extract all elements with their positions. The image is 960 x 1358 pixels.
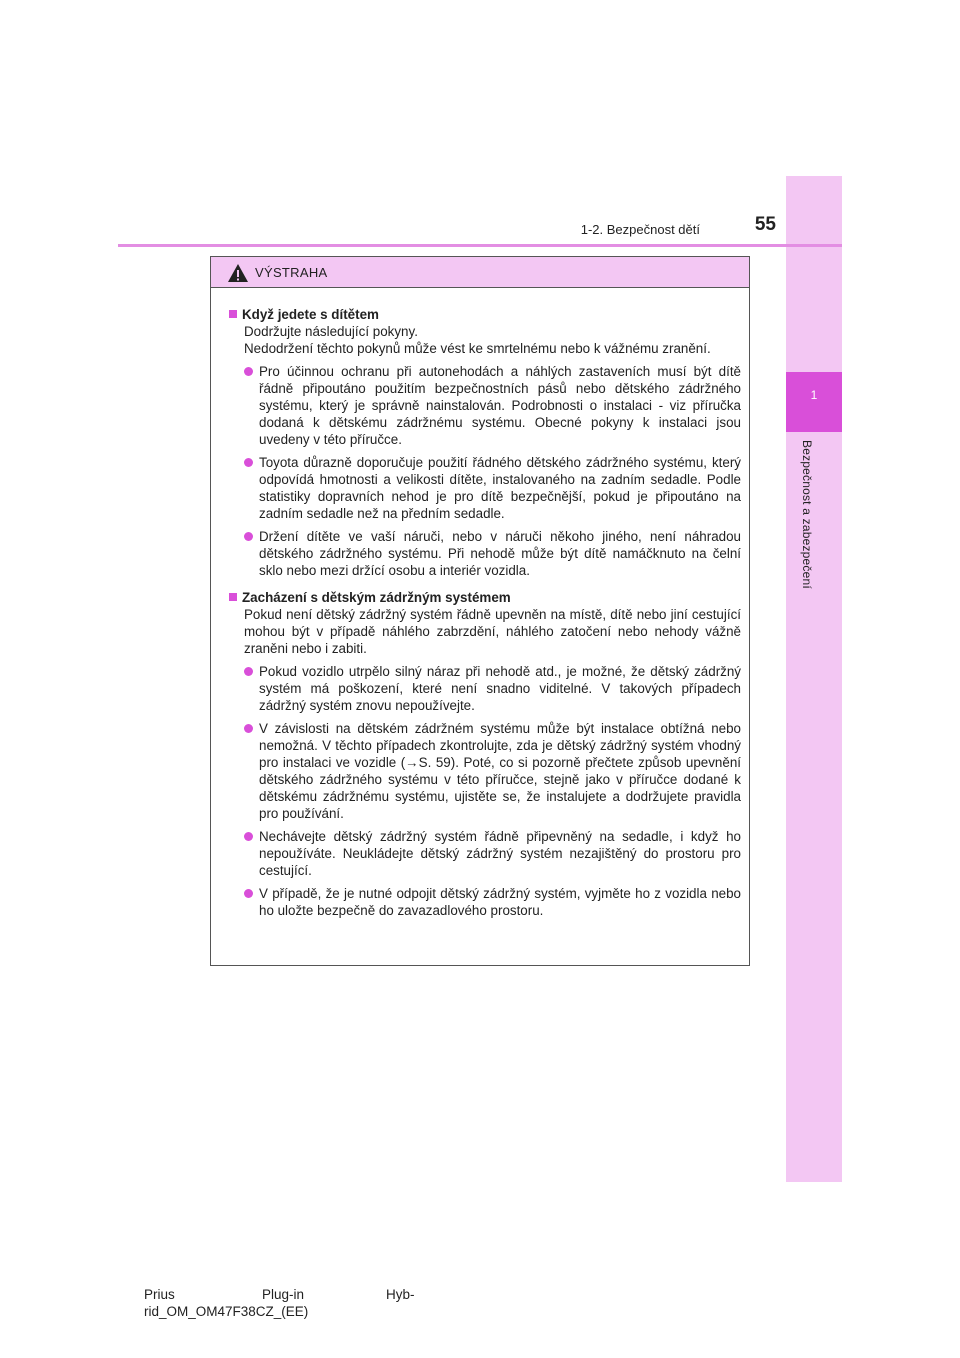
- warning-body: [211, 288, 749, 919]
- section-intro: Pokud není dětský zádržný systém řádně upevněn na místě, dítě nebo jiní cestující mohou být v případě náhlého zabrzdění, náhlého zatočení nebo nehody vážně zraněni nebo i zabiti.: [244, 607, 741, 656]
- circle-bullet-icon: [244, 532, 253, 541]
- list-item: Držení dítěte ve vaší náruči, nebo v náruči někoho jiného, není náhradou dětského zádržného systému. Při nehodě může být dítě namáčknuto na čelní sklo nebo mezi držící osobu a interiér vozidla.: [229, 528, 741, 579]
- document-code: Prius Plug-in Hyb- rid_OM_OM47F38CZ_(EE): [144, 1287, 415, 1319]
- circle-bullet-icon: [244, 724, 253, 733]
- header-rule: [118, 244, 842, 247]
- circle-bullet-icon: [244, 889, 253, 898]
- warning-triangle-icon: [227, 263, 249, 283]
- section-intro: Nedodržení těchto pokynů může vést ke smrtelnému nebo k vážnému zranění.: [244, 341, 711, 356]
- circle-bullet-icon: [244, 367, 253, 376]
- warning-box: [210, 256, 750, 966]
- section-heading: Když jedete s dítětem: [229, 306, 741, 323]
- list-item: Pokud vozidlo utrpělo silný náraz při nehodě atd., je možné, že dětský zádržný systém má poškození, které není snadno viditelné. V takových případech zádržný systém znovu nepoužívejte.: [229, 663, 741, 714]
- page-number: 55: [754, 214, 776, 235]
- list-item: Toyota důrazně doporučuje použití řádného dětského zádržného systému, který odpovídá hmotnosti a velikosti dítěte, instalovaného na zadním sedadle. Podle statistiky dopravních nehod je pro dítě bezpečnější, pokud je připoutáno na zadním sedadle než na předním sedadle.: [229, 454, 741, 522]
- circle-bullet-icon: [244, 458, 253, 467]
- list-item: V závislosti na dětském zádržném systému může být instalace obtížná nebo nemožná. V těchto případech zkontrolujte, zda je dětský zádržný systém vhodný pro instalaci ve vozidle (→S. 59). Poté, co si pozorně přečtete způsob upevnění dětského zádržného systému v této příručce, stejně jako v příručce dodané k dětskému zádržnému systému, ujistěte se, že instalujete a dodržujete pravidla pro používání.: [229, 720, 741, 822]
- list-item: Nechávejte dětský zádržný systém řádně připevněný na sedadle, i když ho nepoužíváte. Neukládejte dětský zádržný systém nezajištěný do prostoru pro cestující.: [229, 828, 741, 879]
- square-bullet-icon: [229, 310, 237, 318]
- section-title: 1-2. Bezpečnost dětí: [580, 222, 700, 237]
- chapter-side-tab: [786, 176, 842, 1182]
- list-item: V případě, že je nutné odpojit dětský zádržný systém, vyjměte ho z vozidla nebo ho uložte bezpečně do zavazadlového prostoru.: [229, 885, 741, 919]
- warning-header: [211, 257, 749, 288]
- chapter-title: Bezpečnost a zabezpečení: [800, 440, 814, 589]
- chapter-number-tab: [786, 372, 842, 432]
- section-heading: Zacházení s dětským zádržným systémem: [229, 589, 741, 606]
- square-bullet-icon: [229, 593, 237, 601]
- chapter-number: 1: [810, 388, 818, 402]
- circle-bullet-icon: [244, 832, 253, 841]
- warning-title: VÝSTRAHA: [255, 264, 328, 280]
- circle-bullet-icon: [244, 667, 253, 676]
- section-intro: Dodržujte následující pokyny.: [244, 324, 418, 339]
- list-item: Pro účinnou ochranu při autonehodách a náhlých zastaveních musí být dítě řádně připoutáno použitím bezpečnostních pásů nebo dětského zádržného systému, který je správně nainstalován. Podrobnosti o instalaci - viz příručka dodaná k dětskému zádržnému systému. Obecné pokyny k instalaci jsou uvedeny v této příručce.: [229, 363, 741, 448]
